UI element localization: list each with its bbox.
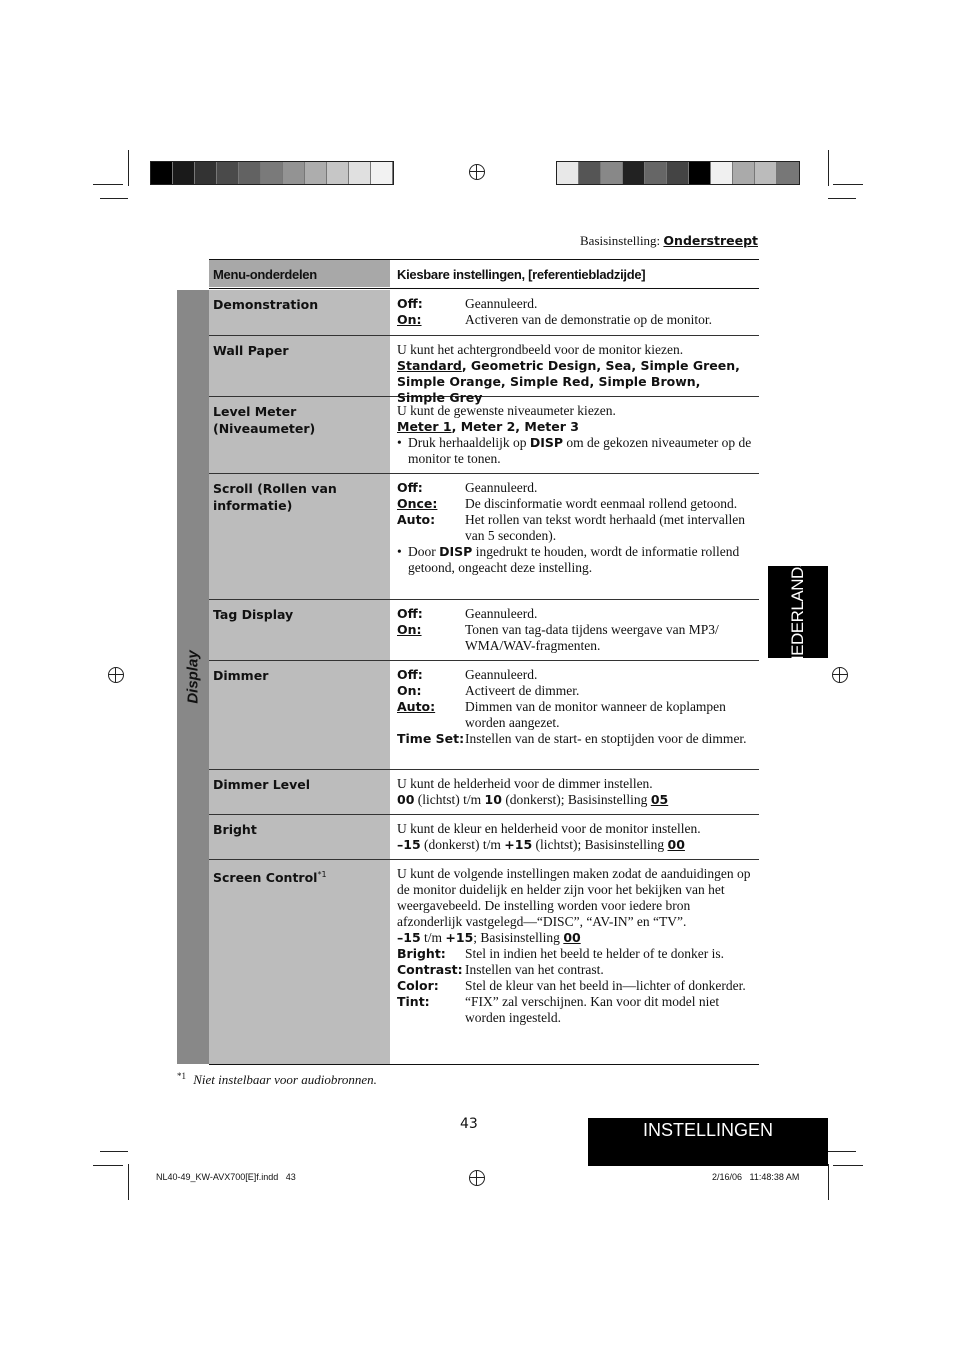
value-demonstration: [390, 290, 759, 334]
option-desc: Geannuleerd.: [465, 480, 538, 495]
range-max: 10: [484, 792, 502, 807]
table-row-levelmeter: [209, 397, 759, 474]
language-tab: [768, 556, 828, 668]
option-key: Time Set:: [397, 731, 465, 746]
footnote-ref: *1: [317, 870, 327, 879]
crop-mark: [828, 1164, 829, 1200]
crop-mark: [100, 1151, 128, 1152]
section-tab-label: INSTELLINGEN: [643, 1120, 774, 1140]
default-setting-note: [580, 233, 758, 249]
registration-mark-icon: [108, 667, 124, 683]
color-bar-right: [556, 161, 800, 185]
item-demonstration: Demonstration: [209, 290, 390, 335]
default-value: 00: [667, 837, 685, 852]
registration-mark-icon: [832, 667, 848, 683]
footnote-mark: *1: [177, 1071, 186, 1081]
item-wallpaper: Wall Paper: [209, 336, 390, 396]
option-desc: Activeren van de demonstratie op de monitor.: [465, 312, 713, 327]
option-list: , Meter 2, Meter 3: [451, 419, 579, 434]
item-tagdisplay: Tag Display: [209, 600, 390, 660]
page-number: 43: [460, 1116, 478, 1132]
option-list: , Geometric Design, Sea, Simple Green, Simple Orange, Simple Red, Simple Brown, Simple Grey: [397, 358, 740, 405]
option-desc: Stel in indien het beeld te helder of te donker is.: [465, 946, 725, 961]
crop-mark: [93, 184, 123, 185]
registration-mark-icon: [469, 164, 485, 180]
value-bright: [390, 815, 759, 859]
option-desc: Het rollen van tekst wordt herhaald (met intervallen van 5 seconden).: [465, 512, 746, 543]
crop-mark: [828, 198, 856, 199]
option-key: On:: [397, 683, 422, 698]
item-label-translation: (Niveaumeter): [213, 421, 316, 436]
option-desc: “FIX” zal verschijnen. Kan voor dit model niet worden ingesteld.: [465, 994, 720, 1025]
option-desc: Tonen van tag-data tijdens weergave van MP3/ WMA/WAV-fragmenten.: [465, 622, 719, 653]
table-row-dimmerlevel: [209, 770, 759, 815]
option-desc: De discinformatie wordt eenmaal rollend getoond.: [465, 496, 738, 511]
bullet-text: ingedrukt te houden, wordt de informatie rollend getoond, ongeacht deze instelling.: [408, 544, 740, 575]
option-key: Tint:: [397, 994, 430, 1009]
table-row-tagdisplay: [209, 600, 759, 661]
crop-mark: [93, 1165, 123, 1166]
range-text: (lichtst); Basisinstelling: [535, 837, 665, 852]
language-tab-label: NEDERLANDS: [788, 556, 807, 668]
crop-mark: [100, 198, 128, 199]
header-settings: Kiesbare instellingen, [referentiebladzijde]: [397, 267, 646, 282]
crop-mark: [128, 150, 129, 186]
range-text: ; Basisinstelling: [473, 930, 560, 945]
item-levelmeter: [209, 397, 390, 473]
item-dimmer: Dimmer: [209, 661, 390, 769]
option-key: Off:: [397, 667, 423, 682]
slug-date: 2/16/06 11:48:38 AM: [712, 1172, 800, 1182]
crop-mark: [833, 184, 863, 185]
bullet-text: om de gekozen niveaumeter op de monitor te tonen.: [408, 435, 752, 466]
color-bar-left: [150, 161, 394, 185]
value-scroll: Off: Geannuleerd. Once: De discinformatie wordt eenmaal rollend getoond. Auto: Het rollen van tekst wordt herhaald (met intervallen van 5 seconden). • Door DISP ingedrukt te houden, wordt de informatie rollend getoond, ongeacht deze instelling.: [390, 474, 759, 582]
option-key: Off:: [397, 296, 423, 311]
range-max: +15: [445, 930, 474, 945]
table-row-bright: [209, 815, 759, 860]
range-text: (donkerst); Basisinstelling: [505, 792, 648, 807]
section-tab: [588, 1118, 828, 1166]
slug-file: NL40-49_KW-AVX700[E]f.indd 43: [156, 1172, 296, 1182]
option-desc: Geannuleerd.: [465, 606, 538, 621]
default-option: Standard: [397, 358, 462, 373]
crop-mark: [833, 1165, 863, 1166]
footnote: [177, 1071, 377, 1088]
footnote-text: Niet instelbaar voor audiobronnen.: [193, 1072, 377, 1088]
range-max: +15: [504, 837, 533, 852]
text-paragraph: U kunt de volgende instellingen maken zodat de aanduidingen op de monitor duidelijk en helder zijn voor het bekijken van het weergavebeeld. De instelling worden voor iedere bron afzonderlijk vastgelegd—“DISC”, “AV-IN” en “TV”.: [397, 866, 751, 929]
table-header: [209, 259, 759, 289]
crop-mark: [828, 150, 829, 186]
range-min: –15: [397, 837, 421, 852]
default-value: 00: [563, 930, 581, 945]
option-key: Color:: [397, 978, 439, 993]
value-tagdisplay: [390, 600, 759, 660]
item-label: Level Meter: [213, 404, 297, 419]
item-dimmerlevel: Dimmer Level: [209, 770, 390, 814]
value-levelmeter: U kunt de gewenste niveaumeter kiezen. Meter 1, Meter 2, Meter 3 • Druk herhaaldelijk op DISP om de gekozen niveaumeter op de monitor te tonen.: [397, 403, 752, 466]
default-value: 05: [650, 792, 669, 807]
value-dimmerlevel: [390, 770, 759, 814]
option-key: Off:: [397, 480, 423, 495]
key-label: DISP: [529, 435, 564, 450]
option-desc: Instellen van de start- en stoptijden voor de dimmer.: [465, 731, 747, 746]
option-desc: Geannuleerd.: [465, 667, 538, 682]
bullet-text: Door: [408, 544, 436, 559]
table-row-wallpaper: [209, 336, 759, 405]
option-key: Auto:: [397, 699, 436, 714]
range-text: (donkerst) t/m: [424, 837, 501, 852]
table-row-screencontrol: [209, 860, 759, 1065]
range-min: –15: [397, 930, 421, 945]
default-setting-label: Basisinstelling:: [580, 233, 661, 248]
table-row-scroll: [209, 474, 759, 600]
range-text: t/m: [424, 930, 443, 945]
option-key: Auto:: [397, 512, 436, 527]
key-label: DISP: [439, 544, 473, 559]
bullet-text: Druk herhaaldelijk op: [408, 435, 527, 450]
option-desc: Stel de kleur van het beeld in—lichter of donkerder.: [465, 978, 746, 993]
option-desc: Dimmen van de monitor wanneer de koplampen worden aangezet.: [465, 699, 726, 730]
group-label-display: [177, 290, 209, 1064]
option-key: Once:: [397, 496, 438, 511]
table-row-dimmer: [209, 661, 759, 770]
item-label: Screen Control: [213, 870, 318, 886]
option-key: On:: [397, 312, 422, 327]
text-line: U kunt de kleur en helderheid voor de monitor instellen.: [397, 821, 701, 836]
item-bright: Bright: [209, 815, 390, 859]
option-desc: Instellen van het contrast.: [465, 962, 604, 977]
option-key: Bright:: [397, 946, 446, 961]
option-key: On:: [397, 622, 422, 637]
item-screencontrol: [209, 860, 390, 1064]
registration-mark-icon: [469, 1170, 485, 1186]
crop-mark: [128, 1164, 129, 1200]
option-desc: Activeert de dimmer.: [465, 683, 580, 698]
option-key: Contrast:: [397, 962, 463, 977]
text-line: U kunt de helderheid voor de dimmer instellen.: [397, 776, 653, 791]
option-key: Off:: [397, 606, 423, 621]
header-menu-items: Menu-onderdelen: [209, 260, 390, 287]
range-text: (lichtst) t/m: [417, 792, 482, 807]
range-min: 00: [397, 792, 415, 807]
item-scroll: Scroll (Rollen van informatie): [209, 474, 390, 599]
value-screencontrol: [390, 860, 759, 1032]
text-line: U kunt het achtergrondbeeld voor de monitor kiezen.: [397, 342, 684, 357]
default-setting-value: Onderstreept: [663, 233, 758, 248]
option-desc: Geannuleerd.: [465, 296, 538, 311]
table-row-demonstration: [209, 290, 759, 336]
default-option: Meter 1: [397, 419, 452, 434]
group-label-text: Display: [184, 650, 202, 704]
crop-mark: [828, 1151, 856, 1152]
value-dimmer: [390, 661, 759, 753]
text-line: U kunt de gewenste niveaumeter kiezen.: [397, 403, 616, 418]
